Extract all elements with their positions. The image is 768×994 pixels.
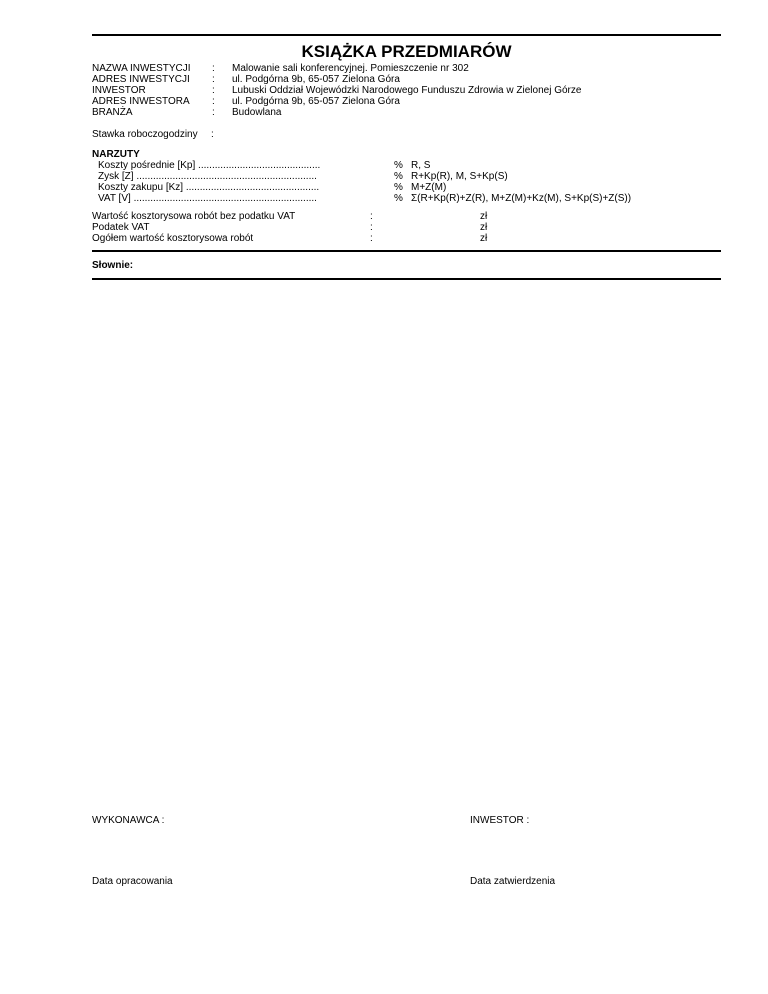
investor-label: INWESTOR bbox=[92, 85, 146, 96]
summary-colon: : bbox=[370, 211, 373, 222]
summary-unit: zł bbox=[480, 222, 488, 233]
summary-unit: zł bbox=[480, 233, 488, 244]
summary-unit: zł bbox=[480, 211, 488, 222]
surcharge-formula: R, S bbox=[411, 160, 431, 171]
investor-value: Lubuski Oddział Wojewódzki Narodowego Funduszu Zdrowia w Zielonej Górze bbox=[232, 85, 582, 96]
investment-address-value: ul. Podgórna 9b, 65-057 Zielona Góra bbox=[232, 74, 400, 85]
trade-colon: : bbox=[212, 107, 215, 118]
in-words-label: Słownie: bbox=[92, 260, 134, 271]
trade-label: BRANŻA bbox=[92, 107, 133, 118]
surcharge-label: Zysk [Z] ................................................................. bbox=[98, 171, 317, 182]
surcharges-heading: NARZUTY bbox=[92, 149, 140, 160]
investor-address-colon: : bbox=[212, 96, 215, 107]
trade-value: Budowlana bbox=[232, 107, 282, 118]
surcharge-unit: % bbox=[394, 193, 403, 204]
summary-colon: : bbox=[370, 222, 373, 233]
surcharge-label: Koszty pośrednie [Kp] ............................................ bbox=[98, 160, 321, 171]
contractor-label: WYKONAWCA : bbox=[92, 815, 165, 826]
top-rule bbox=[92, 34, 721, 36]
surcharge-formula: Σ(R+Kp(R)+Z(R), M+Z(M)+Kz(M), S+Kp(S)+Z(S)) bbox=[411, 193, 632, 204]
approval-date-label: Data zatwierdzenia bbox=[470, 876, 556, 887]
investment-name-colon: : bbox=[212, 63, 215, 74]
investor-address-value: ul. Podgórna 9b, 65-057 Zielona Góra bbox=[232, 96, 400, 107]
investment-name-value: Malowanie sali konferencyjnej. Pomieszczenie nr 302 bbox=[232, 63, 469, 74]
surcharge-unit: % bbox=[394, 160, 403, 171]
surcharge-label: Koszty zakupu [Kz] ................................................ bbox=[98, 182, 320, 193]
investment-address-colon: : bbox=[212, 74, 215, 85]
prepared-date-label: Data opracowania bbox=[92, 876, 173, 887]
summary-label: Ogółem wartość kosztorysowa robót bbox=[92, 233, 254, 244]
summary-colon: : bbox=[370, 233, 373, 244]
surcharge-formula: M+Z(M) bbox=[411, 182, 447, 193]
document-title: KSIĄŻKA PRZEDMIARÓW bbox=[301, 42, 512, 61]
investor-address-label: ADRES INWESTORA bbox=[92, 96, 190, 107]
labor-rate-label: Stawka roboczogodziny bbox=[92, 129, 198, 140]
investment-name-label: NAZWA INWESTYCJI bbox=[92, 63, 191, 74]
investor-colon: : bbox=[212, 85, 215, 96]
labor-rate-colon: : bbox=[211, 129, 214, 140]
summary-label: Podatek VAT bbox=[92, 222, 150, 233]
investment-address-label: ADRES INWESTYCJI bbox=[92, 74, 190, 85]
surcharge-unit: % bbox=[394, 171, 403, 182]
summary-label: Wartość kosztorysowa robót bez podatku VAT bbox=[92, 211, 296, 222]
in-words-top-rule bbox=[92, 250, 721, 252]
surcharge-unit: % bbox=[394, 182, 403, 193]
investor-signature-label: INWESTOR : bbox=[470, 815, 530, 826]
surcharge-formula: R+Kp(R), M, S+Kp(S) bbox=[411, 171, 508, 182]
in-words-bottom-rule bbox=[92, 278, 721, 280]
surcharge-label: VAT [V] .................................................................. bbox=[98, 193, 317, 204]
